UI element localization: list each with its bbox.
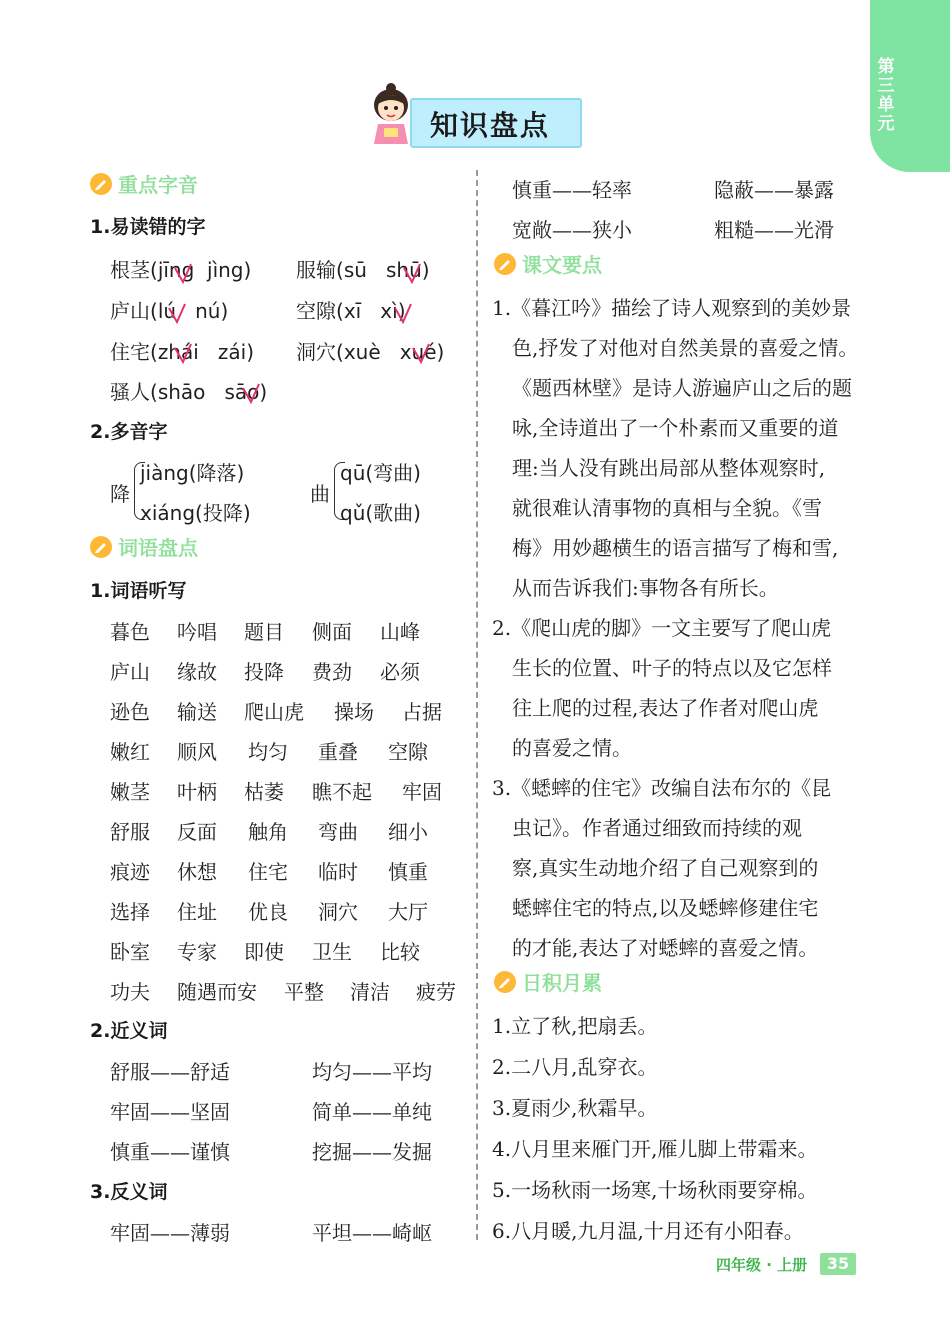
unit-tab-label: 第三单元 (877, 57, 895, 134)
word: 住宅 (110, 340, 150, 364)
vocab-word: 住宅 (248, 860, 288, 884)
checkmark-icon (393, 302, 413, 324)
kewen-line: 生长的位置、叶子的特点以及它怎样 (512, 656, 832, 680)
section-title: 日积月累 (522, 971, 602, 995)
pencil-icon (90, 536, 112, 558)
kewen-line: 1.《暮江吟》描绘了诗人观察到的美妙景 (492, 296, 852, 320)
vocab-word: 舒服 (110, 820, 150, 844)
vocab-word: 触角 (248, 820, 288, 844)
synonym-pair: 慎重——谨慎 (110, 1140, 230, 1164)
vocab-word: 休想 (177, 860, 217, 884)
pinyin-item: 服输(sū shū) (296, 258, 430, 282)
pinyin-option: xì (380, 299, 398, 323)
vocab-word: 比较 (380, 940, 420, 964)
polyphone-char: 降 (110, 482, 130, 506)
section-heading-riji (494, 970, 602, 996)
vocab-word: 平整 (284, 980, 324, 1004)
column-divider (476, 170, 478, 1240)
subheading-duoyin: 2.多音字 (90, 421, 168, 443)
word: 根茎 (110, 258, 150, 282)
vocab-word: 费劲 (312, 660, 352, 684)
antonym-pair: 牢固——薄弱 (110, 1221, 230, 1245)
word: 骚人 (110, 380, 150, 404)
vocab-word: 必须 (380, 660, 420, 684)
kewen-line: 往上爬的过程,表达了作者对爬山虎 (512, 696, 819, 720)
pinyin-option: lú (157, 299, 177, 323)
synonym-pair: 简单——单纯 (312, 1100, 432, 1124)
synonym-pair: 牢固——坚固 (110, 1100, 230, 1124)
subheading-jinyi: 2.近义词 (90, 1020, 168, 1042)
section-title: 重点字音 (118, 173, 198, 197)
checkmark-icon (402, 262, 422, 284)
pinyin-option: zhái (157, 340, 199, 364)
kewen-line: 蟋蟀住宅的特点,以及蟋蟀修建住宅 (512, 896, 819, 920)
antonym-pair: 隐蔽——暴露 (714, 178, 834, 202)
pencil-icon (494, 253, 516, 275)
section-heading-zhongdian (90, 172, 198, 198)
checkmark-icon (167, 302, 187, 324)
vocab-word: 清洁 (350, 980, 390, 1004)
kewen-line: 3.《蟋蟀的住宅》改编自法布尔的《昆 (492, 776, 832, 800)
pinyin-option: shāo (157, 380, 206, 404)
pinyin-option: sāo (224, 380, 260, 404)
vocab-word: 专家 (177, 940, 217, 964)
vocab-word: 嫩红 (110, 740, 150, 764)
pinyin-option: zái (217, 340, 247, 364)
grade-label: 四年级 · 上册 (716, 1256, 808, 1274)
vocab-word: 枯萎 (244, 780, 284, 804)
vocab-word: 随遇而安 (177, 980, 257, 1004)
vocab-word: 占据 (402, 700, 442, 724)
pinyin-option: nú (195, 299, 221, 323)
polyphone-reading: qǔ(歌曲) (340, 501, 421, 525)
vocab-word: 疲劳 (416, 980, 456, 1004)
subheading-fanyi: 3.反义词 (90, 1181, 168, 1203)
subheading-yidu: 1.易读错的字 (90, 216, 206, 238)
vocab-word: 均匀 (248, 740, 288, 764)
vocab-word: 爬山虎 (244, 700, 304, 724)
vocab-word: 输送 (177, 700, 217, 724)
vocab-word: 空隙 (388, 740, 428, 764)
vocab-word: 庐山 (110, 660, 150, 684)
section-heading-kewen (494, 252, 602, 278)
vocab-word: 嫩茎 (110, 780, 150, 804)
saying-item: 6.八月暖,九月温,十月还有小阳春。 (492, 1219, 804, 1243)
polyphone-char: 曲 (310, 482, 330, 506)
vocab-word: 优良 (248, 900, 288, 924)
checkmark-icon (173, 262, 193, 284)
word: 庐山 (110, 299, 150, 323)
page-title: 知识盘点 (430, 109, 551, 142)
vocab-word: 叶柄 (177, 780, 217, 804)
vocab-word: 临时 (318, 860, 358, 884)
pinyin-option: shū (386, 258, 422, 282)
pinyin-option: xuè (343, 340, 381, 364)
checkmark-icon (241, 382, 261, 404)
section-title: 词语盘点 (118, 536, 198, 560)
vocab-word: 侧面 (312, 620, 352, 644)
vocab-word: 选择 (110, 900, 150, 924)
word: 服输 (296, 258, 336, 282)
pinyin-option: xué (399, 340, 437, 364)
vocab-word: 投降 (244, 660, 284, 684)
kewen-line: 2.《爬山虎的脚》一文主要写了爬山虎 (492, 616, 832, 640)
saying-item: 5.一场秋雨一场寒,十场秋雨要穿棉。 (492, 1178, 818, 1202)
pinyin-item: 空隙(xī xì) (296, 299, 406, 323)
vocab-word: 牢固 (402, 780, 442, 804)
vocab-word: 即使 (244, 940, 284, 964)
saying-item: 3.夏雨少,秋霜早。 (492, 1096, 658, 1120)
pinyin-item: 庐山(lú nú) (110, 299, 229, 323)
pinyin-item: 根茎(jīng jìng) (110, 258, 252, 282)
kewen-line: 梅》用妙趣横生的语言描写了梅和雪, (512, 536, 839, 560)
vocab-word: 卫生 (312, 940, 352, 964)
kewen-line: 《题西林壁》是诗人游遍庐山之后的题 (512, 376, 852, 400)
section-title: 课文要点 (522, 253, 602, 277)
synonym-pair: 挖掘——发掘 (312, 1140, 432, 1164)
checkmark-icon (411, 342, 431, 364)
pencil-icon (494, 971, 516, 993)
vocab-word: 弯曲 (318, 820, 358, 844)
antonym-pair: 粗糙——光滑 (714, 218, 834, 242)
pinyin-item: 骚人(shāo sāo) (110, 380, 268, 404)
antonym-pair: 宽敞——狭小 (512, 218, 632, 242)
vocab-word: 暮色 (110, 620, 150, 644)
saying-item: 2.二八月,乱穿衣。 (492, 1055, 658, 1079)
vocab-word: 洞穴 (318, 900, 358, 924)
vocab-word: 痕迹 (110, 860, 150, 884)
pinyin-option: jīng (157, 258, 195, 282)
polyphone-reading: qū(弯曲) (340, 461, 421, 485)
pinyin-option: xī (343, 299, 362, 323)
subheading-tingxie: 1.词语听写 (90, 580, 187, 602)
vocab-word: 逊色 (110, 700, 150, 724)
page-title-banner (364, 78, 580, 148)
vocab-word: 题目 (244, 620, 284, 644)
saying-item: 1.立了秋,把扇丢。 (492, 1014, 658, 1038)
pencil-icon (90, 173, 112, 195)
vocab-word: 缘故 (177, 660, 217, 684)
vocab-word: 操场 (334, 700, 374, 724)
pinyin-option: sū (343, 258, 367, 282)
section-heading-ciyu (90, 535, 198, 561)
vocab-word: 功夫 (110, 980, 150, 1004)
pinyin-item: 住宅(zhái zái) (110, 340, 255, 364)
synonym-pair: 均匀——平均 (312, 1060, 432, 1084)
vocab-word: 重叠 (318, 740, 358, 764)
polyphone-reading: jiàng(降落) (140, 461, 245, 485)
kewen-line: 的才能,表达了对蟋蟀的喜爱之情。 (512, 936, 819, 960)
kewen-line: 虫记》。作者通过细致而持续的观 (512, 816, 802, 840)
vocab-word: 反面 (177, 820, 217, 844)
vocab-word: 细小 (388, 820, 428, 844)
antonym-pair: 慎重——轻率 (512, 178, 632, 202)
girl-mascot-icon (364, 78, 424, 148)
pinyin-option: jìng (207, 258, 244, 282)
antonym-pair: 平坦——崎岖 (312, 1221, 432, 1245)
vocab-word: 山峰 (380, 620, 420, 644)
vocab-word: 大厅 (388, 900, 428, 924)
vocab-word: 吟唱 (177, 620, 217, 644)
vocab-word: 瞧不起 (312, 780, 372, 804)
kewen-line: 色,抒发了对他对自然美景的喜爱之情。 (512, 336, 859, 360)
synonym-pair: 舒服——舒适 (110, 1060, 230, 1084)
polyphone-reading: xiáng(投降) (140, 501, 251, 525)
kewen-line: 从而告诉我们:事物各有所长。 (512, 576, 779, 600)
vocab-word: 住址 (177, 900, 217, 924)
kewen-line: 察,真实生动地介绍了自己观察到的 (512, 856, 819, 880)
vocab-word: 顺风 (177, 740, 217, 764)
vocab-word: 卧室 (110, 940, 150, 964)
pinyin-item: 洞穴(xuè xué) (296, 340, 445, 364)
checkmark-icon (173, 342, 193, 364)
page-number: 35 (820, 1253, 856, 1275)
word: 洞穴 (296, 340, 336, 364)
kewen-line: 咏,全诗道出了一个朴素而又重要的道 (512, 416, 839, 440)
kewen-line: 的喜爱之情。 (512, 736, 632, 760)
kewen-line: 就很难认清事物的真相与全貌。《雪 (512, 496, 822, 520)
word: 空隙 (296, 299, 336, 323)
kewen-line: 理:当人没有跳出局部从整体观察时, (512, 456, 826, 480)
vocab-word: 慎重 (388, 860, 428, 884)
saying-item: 4.八月里来雁门开,雁儿脚上带霜来。 (492, 1137, 818, 1161)
